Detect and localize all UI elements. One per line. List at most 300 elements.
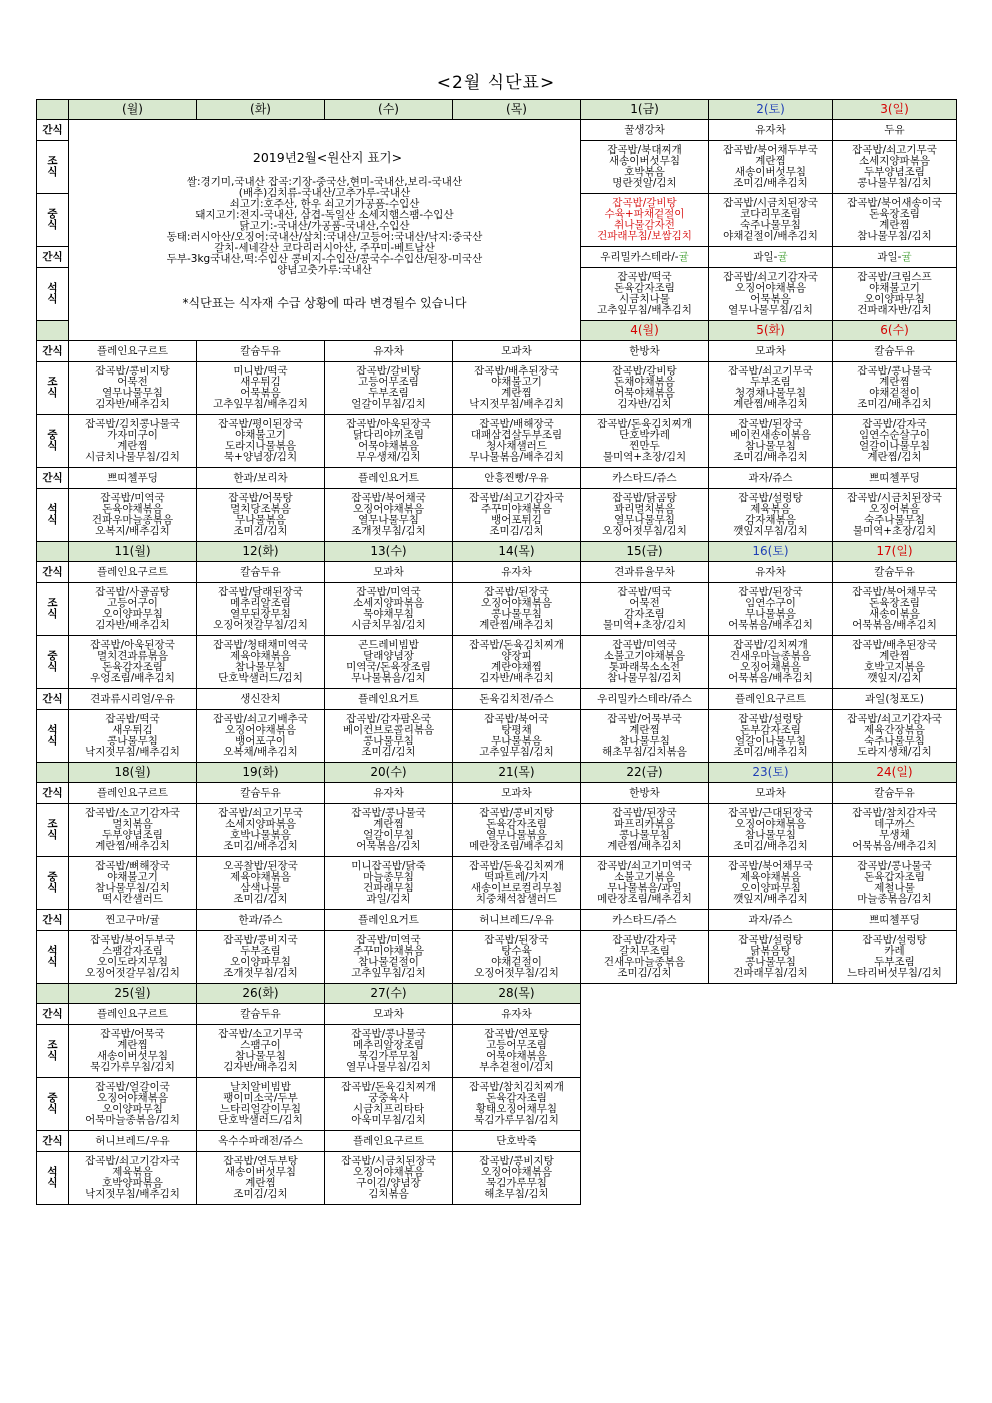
menu-line: 잡곡밥/돈육김치찌개	[597, 418, 692, 430]
menu-line: 소불고기볶음	[614, 871, 675, 883]
menu-cell	[833, 857, 957, 910]
menu-line: 두부조림	[368, 387, 409, 399]
day-header	[581, 542, 709, 562]
menu-line: 시금치프리타타	[352, 1103, 424, 1115]
menu-line: 잡곡밥/갈비탕	[612, 197, 677, 209]
menu-line: 계란찜	[501, 387, 532, 399]
row-label-char: 식	[47, 440, 58, 452]
day-label: (수)	[378, 102, 399, 116]
menu-line: 오징어야채볶음	[96, 1092, 168, 1104]
row-label-char: 중	[47, 871, 58, 883]
menu-line: 오이양파무침	[230, 956, 291, 968]
menu-line: 카레	[884, 945, 905, 957]
menu-line: 오복채/배추김치	[223, 746, 298, 758]
menu-cell	[197, 1078, 325, 1131]
menu-line: 계란찜	[879, 650, 910, 662]
menu-line: 잡곡밥/콩비지국	[223, 934, 298, 946]
menu-cell	[581, 141, 709, 194]
snack-cell: 두유	[833, 120, 957, 141]
menu-line: 꽈리멸치볶음	[614, 503, 675, 515]
menu-line: 오곡찰밥/된장국	[223, 860, 298, 872]
menu-line: 잡곡밥/미역국	[100, 492, 165, 504]
dinner-row	[37, 489, 957, 542]
menu-line: 참나물무침	[619, 735, 670, 747]
menu-line: 건파래무침/보쌈김치	[597, 230, 692, 242]
menu-line: 잡곡밥/쇠고기감자국	[723, 271, 818, 283]
menu-line: 김치볶음	[368, 1188, 409, 1200]
menu-line: 호박양파볶음	[102, 1177, 163, 1189]
row-label-char: 식	[47, 1103, 58, 1115]
menu-line: 잡곡밥/크림스프	[857, 271, 932, 283]
menu-line: 숙주나물무침	[740, 219, 801, 231]
empty-cell	[833, 1078, 957, 1131]
snack-cell: 유자차	[325, 341, 453, 362]
menu-line: 김자반/배추김치	[223, 1061, 298, 1073]
empty-cell	[709, 1004, 833, 1025]
menu-line: 데구까스	[874, 818, 915, 830]
snack-cell: 단호박죽	[453, 1131, 581, 1152]
menu-line: 톳파래묵소소전	[608, 661, 680, 673]
menu-cell	[453, 931, 581, 984]
day-header	[709, 763, 833, 783]
menu-line: 어묵야채볶음	[614, 387, 675, 399]
menu-line: 깻잎지/김치	[867, 672, 922, 684]
menu-line: 묵김가루무침/김치	[90, 1061, 175, 1073]
menu-cell	[453, 636, 581, 689]
day-header	[197, 100, 325, 120]
menu-cell	[325, 1078, 453, 1131]
day-header	[453, 542, 581, 562]
empty-cell	[581, 1131, 709, 1152]
row-label-char: 식	[47, 735, 58, 747]
menu-line: 잡곡밥/평이된장국	[218, 418, 303, 430]
menu-line: 소세지양파볶음	[858, 155, 930, 167]
menu-line: 오이양파무침	[740, 882, 801, 894]
row-label-char: 중	[47, 1092, 58, 1104]
menu-line: 잡곡밥/북어채무국	[728, 860, 813, 872]
menu-line: 잡곡밥/쇠고기무국	[728, 365, 813, 377]
menu-line: 고등어무조림	[486, 1039, 547, 1051]
menu-line: 어묵볶음/배추김치	[728, 672, 813, 684]
menu-line: 베이컨새송이볶음	[729, 429, 812, 441]
day-label: 16(토)	[752, 544, 789, 558]
menu-cell	[833, 141, 957, 194]
header-corner	[37, 542, 69, 562]
menu-line: 부추겉절이/김치	[479, 1061, 554, 1073]
menu-line: 단호박샐러드/김치	[218, 1114, 303, 1126]
menu-cell	[325, 1025, 453, 1078]
menu-line: 잡곡밥/북어국	[484, 713, 549, 725]
menu-line: 치중채석참샐러드	[475, 893, 558, 905]
empty-cell	[833, 1004, 957, 1025]
menu-line: 잡곡밥/쇠고기감자국	[847, 713, 942, 725]
menu-cell	[709, 710, 833, 763]
snack-main: 과일-	[877, 250, 902, 263]
menu-line: 조미김/배추김치	[733, 451, 808, 463]
menu-cell	[453, 1025, 581, 1078]
origin-line: 돼지고기:전지-국내산, 삼겹-독일산 소세지햄스팸-수입산	[195, 208, 454, 221]
row-label-char: 식	[47, 829, 58, 841]
menu-line: 잡곡밥/근대된장국	[728, 807, 813, 819]
menu-line: 스팸감자조림	[102, 945, 163, 957]
menu-line: 돈부감자조림	[740, 724, 801, 736]
menu-line: 돈육야채볶음	[102, 503, 163, 515]
menu-line: 날치알비빔밥	[230, 1081, 291, 1093]
menu-cell	[581, 857, 709, 910]
menu-line: 건파래자반/김치	[857, 304, 932, 316]
menu-line: 제육야채볶음	[230, 871, 291, 883]
snack-cell: 꿀생강차	[581, 120, 709, 141]
menu-cell	[833, 710, 957, 763]
menu-line: 열무나물무침	[614, 514, 675, 526]
menu-line: 잡곡밥/청태채미역국	[213, 639, 308, 651]
menu-line: 탕평채	[501, 724, 532, 736]
menu-line: 무우생채/김치	[356, 451, 421, 463]
day-header	[833, 321, 957, 341]
menu-cell	[709, 583, 833, 636]
menu-line: 감자조림	[624, 608, 665, 620]
day-header	[709, 100, 833, 120]
breakfast-row	[37, 804, 957, 857]
menu-line: 오징어야채볶음	[352, 1166, 424, 1178]
origin-line: 두부-3kg국내산,떡:수입산 콩비지-수입산/콩국수-수입산/된장-미국산	[166, 252, 483, 265]
menu-line: 황태오징어채무침	[475, 1103, 558, 1115]
menu-line: 열무나물무침	[358, 514, 419, 526]
menu-line: 잡곡밥/설렁탕	[738, 492, 803, 504]
menu-line: 코다리무조림	[740, 208, 801, 220]
snack-cell	[833, 247, 957, 268]
menu-line: 얼갈이무침	[363, 829, 414, 841]
menu-line: 돈채야채볶음	[614, 376, 675, 388]
menu-line: 오징어젓갈무침/김치	[213, 619, 308, 631]
menu-line: 잡곡밥/얼갈이국	[95, 1081, 170, 1093]
menu-line: 계란찜/배추김치	[607, 840, 682, 852]
menu-line: 임연수순살구이	[858, 429, 930, 441]
menu-line: 가자미구이	[107, 429, 158, 441]
menu-line: 주꾸미야채볶음	[352, 945, 424, 957]
empty-cell	[833, 1152, 957, 1205]
snack-cell: 플레인요거트	[325, 468, 453, 489]
menu-line: 오징어야채볶음	[734, 282, 806, 294]
row-label-breakfast	[37, 362, 69, 415]
menu-cell	[709, 415, 833, 468]
menu-line: 잡곡밥/배추된장국	[474, 365, 559, 377]
menu-line: 무나물볶음	[745, 608, 796, 620]
menu-line: 어묵전	[117, 376, 148, 388]
header-corner	[37, 321, 69, 341]
snack-row	[37, 910, 957, 931]
menu-line: 계란찜/배추김치	[479, 619, 554, 631]
row-label-dinner	[37, 710, 69, 763]
menu-cell	[325, 636, 453, 689]
menu-line: 돈육감자조림	[486, 818, 547, 830]
menu-cell	[453, 415, 581, 468]
menu-line: 어묵전	[629, 597, 660, 609]
snack-cell: 허니브레드/우유	[453, 910, 581, 931]
snack-cell: 모과차	[709, 341, 833, 362]
menu-line: 콩나물무침	[107, 735, 158, 747]
row-label-dinner	[37, 931, 69, 984]
menu-line: 참나물무침	[745, 829, 796, 841]
menu-line: 호박고지볶음	[864, 661, 925, 673]
snack-cell: 안흥찐빵/우유	[453, 468, 581, 489]
row-label-breakfast	[37, 141, 69, 194]
menu-line: 참나물무침/김치	[95, 882, 170, 894]
menu-line: 제육야채볶음	[740, 871, 801, 883]
menu-line: 조미김/배추김치	[733, 746, 808, 758]
menu-line: 새송이볶음	[869, 608, 920, 620]
menu-line: 잡곡밥/배해장국	[479, 418, 554, 430]
day-label: (목)	[506, 102, 527, 116]
menu-line: 잡곡밥/설렁탕	[738, 713, 803, 725]
snack-accent: 귤	[777, 250, 788, 263]
origin-notice	[69, 120, 581, 341]
menu-line: 임연수구이	[745, 597, 796, 609]
menu-line: 잡곡밥/북어채무국	[852, 586, 937, 598]
snack-row	[37, 783, 957, 804]
menu-line: 스팸구이	[240, 1039, 281, 1051]
row-label-char: 석	[47, 503, 58, 515]
day-label: 2(토)	[756, 102, 785, 116]
menu-cell	[197, 362, 325, 415]
menu-line: 잡곡밥/미역국	[356, 586, 421, 598]
menu-line: 소세지양파볶음	[224, 818, 296, 830]
menu-line: 물미역+초장/김치	[852, 525, 937, 537]
empty-cell	[581, 1004, 709, 1025]
day-header	[69, 763, 197, 783]
menu-line: 어묵볶음/배추김치	[852, 840, 937, 852]
menu-line: 찐만두	[629, 440, 660, 452]
menu-line: 야채불고기	[107, 871, 158, 883]
menu-line: 고추잎무침/김치	[351, 967, 426, 979]
menu-line: 잡곡밥/콩나물국	[351, 807, 426, 819]
snack-cell	[581, 247, 709, 268]
empty-cell	[833, 1131, 957, 1152]
menu-line: 야채겉절이/배추김치	[723, 230, 818, 242]
row-label-char: 식	[47, 293, 58, 305]
menu-line: 어묵볶음	[240, 387, 281, 399]
week-header-row	[37, 100, 957, 120]
menu-line: 양장피	[501, 650, 532, 662]
breakfast-row	[37, 362, 957, 415]
dinner-row	[37, 1152, 957, 1205]
day-label: 17(일)	[876, 544, 913, 558]
row-label-char: 조	[47, 1039, 58, 1051]
menu-line: 조미김/김치	[361, 746, 416, 758]
origin-line: 동태:러시아산/오징어:국내산/삼치:국내산/고등어:국내산/낙지:중국산	[166, 230, 483, 243]
menu-line: 야채불고기	[235, 429, 286, 441]
menu-line: 조미김/김치	[233, 893, 288, 905]
menu-line: 잡곡밥/떡국	[105, 713, 160, 725]
menu-line: 참나물무침	[235, 1050, 286, 1062]
menu-cell	[833, 489, 957, 542]
menu-line: 잡곡밥/된장국	[738, 586, 803, 598]
menu-line: 콩나물무침/김치	[857, 177, 932, 189]
menu-cell	[69, 362, 197, 415]
menu-cell	[709, 268, 833, 321]
menu-line: 잡곡밥/콩비지탕	[479, 807, 554, 819]
menu-line: 잡곡밥/소고기무국	[218, 1028, 303, 1040]
menu-line: 건새우마늘종볶음	[729, 650, 812, 662]
menu-line: 콩나물무침	[363, 735, 414, 747]
menu-cell	[69, 710, 197, 763]
row-label-char: 식	[47, 956, 58, 968]
menu-line: 콩나물무침	[491, 608, 542, 620]
menu-line: 얼갈이무침/김치	[351, 398, 426, 410]
snack-cell: 돈육김치전/쥬스	[453, 689, 581, 710]
menu-line: 잡곡밥/된장국	[484, 934, 549, 946]
menu-line: 참나물무침/김치	[607, 672, 682, 684]
menu-line: 열무된장무침	[230, 608, 291, 620]
menu-line: 잡곡밥/된장국	[612, 807, 677, 819]
menu-line: 돈육감자조림	[486, 1092, 547, 1104]
day-label: 27(수)	[370, 986, 407, 1000]
snack-cell: 모과차	[325, 1004, 453, 1025]
menu-line: 뱅어포구이	[235, 735, 286, 747]
row-label-char: 조	[47, 818, 58, 830]
snack-cell: 한방차	[581, 783, 709, 804]
menu-line: 계란찜	[245, 1177, 276, 1189]
day-header	[197, 763, 325, 783]
menu-cell	[833, 931, 957, 984]
origin-title: 2019년2월<원산지 표기>	[252, 149, 403, 165]
menu-line: 잡곡밥/김치찌개	[733, 639, 808, 651]
menu-line: 묵+양념장/김치	[223, 451, 298, 463]
menu-cell	[69, 1078, 197, 1131]
menu-line: 숙주나물무침	[864, 735, 925, 747]
menu-cell	[453, 857, 581, 910]
menu-line: 떡시칸샐러드	[102, 893, 163, 905]
menu-line: 멸치당조볶음	[230, 503, 291, 515]
day-label: 13(수)	[370, 544, 407, 558]
day-label: 12(화)	[242, 544, 279, 558]
menu-cell	[453, 362, 581, 415]
menu-line: 참나물무침	[745, 440, 796, 452]
menu-line: 멸치볶음	[112, 818, 153, 830]
menu-cell	[197, 1025, 325, 1078]
menu-line: 오징어젓무침/김치	[602, 525, 687, 537]
header-corner	[37, 984, 69, 1004]
day-header	[833, 100, 957, 120]
menu-line: 잡곡밥/시금치된장국	[341, 1155, 436, 1167]
menu-line: 고추잎무침/배추김치	[597, 304, 692, 316]
day-header	[581, 763, 709, 783]
menu-cell	[833, 268, 957, 321]
menu-line: 잡곡밥/쇠고기감자국	[469, 492, 564, 504]
snack-main: 우리밀카스테라/-	[600, 250, 679, 263]
menu-line: 떡파트레/가지	[484, 871, 549, 883]
row-label-char: 식	[47, 219, 58, 231]
header-corner	[37, 763, 69, 783]
menu-line: 오징어젓무침/김치	[474, 967, 559, 979]
row-label-snack: 간식	[37, 562, 69, 583]
menu-line: 계란찜	[629, 724, 660, 736]
breakfast-row	[37, 583, 957, 636]
menu-line: 어묵볶음/배추김치	[728, 619, 813, 631]
menu-line: 오복지/배추김치	[95, 525, 170, 537]
snack-cell: 칼슘두유	[833, 562, 957, 583]
row-label-char: 식	[47, 166, 58, 178]
menu-line: 어묵마늘종볶음/김치	[85, 1114, 180, 1126]
menu-line: 잡곡밥/감자팜온국	[346, 713, 431, 725]
empty-cell	[833, 1025, 957, 1078]
menu-line: 잡곡밥/북어새송이국	[847, 197, 942, 209]
row-label-char: 중	[47, 208, 58, 220]
snack-cell: 플레인요구르트	[69, 341, 197, 362]
menu-line: 계란찜	[879, 219, 910, 231]
menu-line: 잡곡밥/갈비탕	[612, 365, 677, 377]
snack-cell: 유자차	[709, 120, 833, 141]
menu-line: 묵김가루무침	[486, 1177, 547, 1189]
menu-line: 조미김/김치	[233, 1188, 288, 1200]
row-label-snack: 간식	[37, 468, 69, 489]
day-label: 23(토)	[752, 765, 789, 779]
menu-line: 물미역+초장/김치	[602, 619, 687, 631]
menu-line: 탕수육	[501, 945, 532, 957]
day-label: 1(금)	[630, 102, 659, 116]
week-header-row	[37, 542, 957, 562]
menu-line: 잡곡밥/돈육김치찌개	[469, 860, 564, 872]
snack-cell: 칼슘두유	[197, 341, 325, 362]
day-header	[69, 542, 197, 562]
snack-cell: 플레인요구르트	[69, 783, 197, 804]
menu-line: 잡곡밥/콩나물국	[351, 1028, 426, 1040]
day-label: 15(금)	[626, 544, 663, 558]
row-label-breakfast	[37, 804, 69, 857]
menu-line: 곤드레비빔밥	[358, 639, 419, 651]
menu-line: 잡곡밥/참치김치찌개	[469, 1081, 564, 1093]
menu-line: 잡곡밥/감자국	[612, 934, 677, 946]
day-header	[453, 984, 581, 1004]
menu-line: 낙지젓무침/배추김치	[85, 1188, 180, 1200]
menu-line: 도라지나물볶음	[224, 440, 296, 452]
menu-line: 묵김가루무침	[358, 1050, 419, 1062]
menu-line: 김자반/배추김치	[479, 672, 554, 684]
row-label-snack: 간식	[37, 1131, 69, 1152]
snack-cell: 플레인요구르트	[709, 689, 833, 710]
menu-line: 취나물감자전	[614, 219, 675, 231]
snack-cell: 한과/보리차	[197, 468, 325, 489]
menu-line: 얼갈이나물무침	[734, 735, 806, 747]
menu-line: 계란찜/배추김치	[733, 398, 808, 410]
menu-cell	[325, 1152, 453, 1205]
empty-cell	[709, 1025, 833, 1078]
menu-line: 잡곡밥/배추된장국	[852, 639, 937, 651]
menu-line: 김자반/배추김치	[95, 398, 170, 410]
snack-cell: 쁘띠첼푸딩	[69, 468, 197, 489]
menu-line: 잡곡밥/어묵탕	[228, 492, 293, 504]
menu-line: 시금치무침/김치	[351, 619, 426, 631]
menu-cell	[581, 710, 709, 763]
origin-line: 양념고춧가루:국내산	[277, 263, 372, 276]
day-header	[581, 321, 709, 341]
menu-line: 도라지생채/김치	[857, 746, 932, 758]
week-header-row	[37, 763, 957, 783]
snack-cell: 카스타드/쥬스	[581, 468, 709, 489]
menu-line: 숙주나물무침	[864, 514, 925, 526]
menu-line: 건새우마늘종볶음	[603, 956, 686, 968]
menu-line: 잡곡밥/어묵부국	[607, 713, 682, 725]
menu-line: 잡곡밥/콩비지탕	[95, 365, 170, 377]
menu-cell	[833, 362, 957, 415]
menu-line: 조미김/배추김치	[733, 840, 808, 852]
snack-cell: 한방차	[581, 341, 709, 362]
menu-line: 두부조림	[240, 945, 281, 957]
menu-line: 콩나물무침	[745, 956, 796, 968]
row-label-breakfast	[37, 583, 69, 636]
row-label-char: 석	[47, 945, 58, 957]
day-header	[833, 542, 957, 562]
